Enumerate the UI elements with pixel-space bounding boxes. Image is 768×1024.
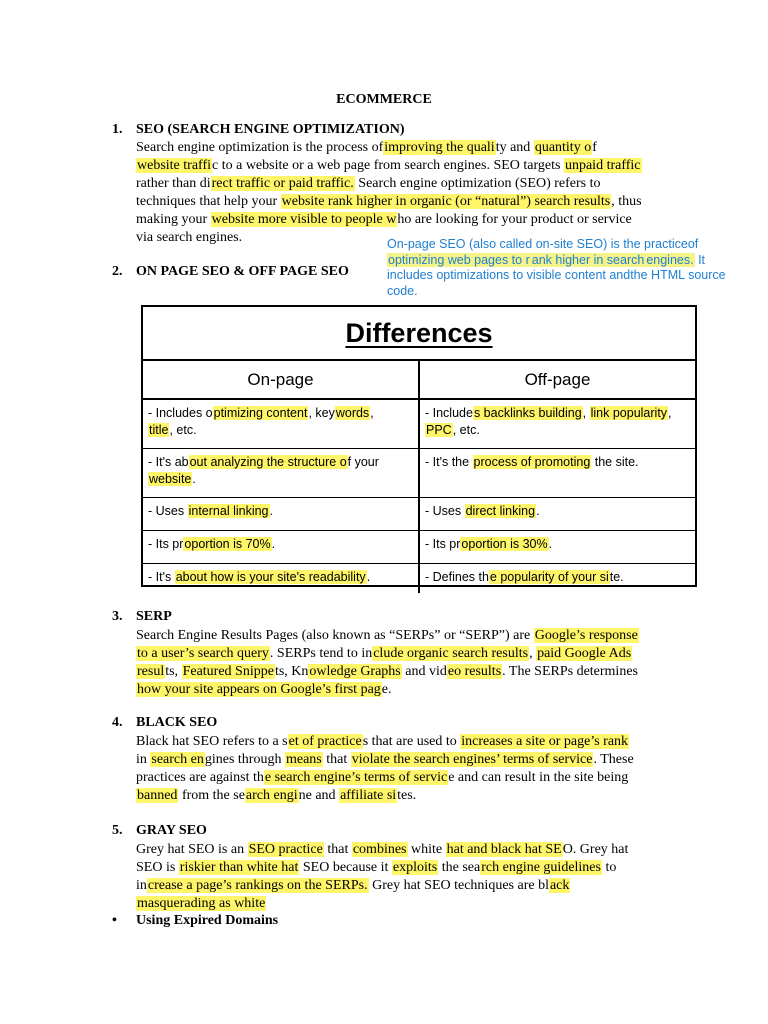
table-title-row (143, 307, 695, 361)
highlighted-text: riskier than white hat (179, 860, 299, 875)
text-run: . (366, 570, 371, 584)
text-run: in (136, 878, 147, 893)
highlighted-text: e popularity of your si (489, 570, 609, 584)
highlighted-text: s backlinks building (473, 406, 582, 420)
text-run: O. Grey hat (562, 842, 629, 857)
highlighted-text: about how is your site's readability (175, 570, 366, 584)
highlighted-text: website (149, 472, 192, 486)
text-run: e. (381, 682, 392, 697)
text-run: Grey hat SEO is an (136, 842, 248, 857)
highlighted-text: optimizing web pages to r (388, 252, 530, 267)
text-line (136, 663, 639, 681)
highlighted-text: oportion is 70% (184, 537, 271, 551)
bullet-text: Using Expired Domains (136, 913, 279, 928)
table-row (143, 498, 695, 531)
text-run: , etc. (169, 423, 197, 437)
text-run: ne and (298, 788, 340, 803)
text-run: Black hat SEO refers to a s (136, 734, 288, 749)
highlighted-text: link popularity (590, 406, 668, 420)
text-run: , (668, 406, 672, 420)
highlighted-text: paid Google Ads (537, 646, 632, 661)
section-title: BLACK SEO (136, 715, 218, 730)
text-run: Search Engine Results Pages (also known as “SERPs” or “SERP”) are (136, 628, 534, 643)
text-run: , (370, 406, 374, 420)
highlighted-text: ack (549, 878, 570, 893)
text-line (136, 769, 634, 787)
section-black-heading (112, 715, 217, 731)
highlighted-text: words (335, 406, 370, 420)
text-line (136, 733, 634, 751)
text-line (136, 211, 642, 229)
bullet-symbol: • (112, 913, 117, 928)
highlighted-text: violate the search engines’ terms of service (351, 752, 593, 767)
text-run: e and can result in the site being (448, 770, 629, 785)
text-line (136, 175, 642, 193)
section-number: 2. (112, 264, 123, 279)
text-run: Search engine optimization (SEO) refers to (354, 176, 601, 191)
onpage-note (387, 237, 727, 299)
highlighted-text: SEO practice (248, 842, 323, 857)
table-cell-onpage (143, 449, 420, 497)
text-line (136, 645, 639, 663)
text-run: - Uses (425, 504, 465, 518)
section-number: 3. (112, 609, 123, 624)
text-run: . SERPs tend to in (269, 646, 373, 661)
text-run: from the se (178, 788, 245, 803)
gray-paragraph (136, 841, 628, 913)
text-run: of (687, 237, 699, 251)
highlighted-text: website rank higher in organic (or “natural”) search results (281, 194, 611, 209)
serp-paragraph (136, 627, 639, 699)
highlighted-text: e search engine’s terms of servic (264, 770, 448, 785)
text-run: f (592, 140, 597, 155)
highlighted-text: how your site appears on Google’s first pag (137, 682, 381, 697)
text-line (136, 895, 628, 913)
text-line (136, 157, 642, 175)
text-line (136, 627, 639, 645)
text-line (136, 681, 639, 699)
text-run: , (529, 646, 537, 661)
text-run: SEO is (136, 860, 179, 875)
text-run: . The SERPs determines (502, 664, 638, 679)
section-gray-heading (112, 823, 207, 839)
table-cell-offpage (420, 531, 695, 563)
document-title: ECOMMERCE (336, 92, 432, 107)
highlighted-text: owledge Graphs (309, 664, 401, 679)
text-run: . (269, 504, 273, 518)
text-line (136, 877, 628, 895)
text-run: - Uses (148, 504, 188, 518)
text-run: - Its pr (148, 537, 184, 551)
text-run: - It's ab (148, 455, 189, 469)
highlighted-text: website more visible to people w (211, 212, 397, 227)
text-run: - It's the (425, 455, 473, 469)
text-run: the site. (591, 455, 639, 469)
table-cell-onpage (143, 531, 420, 563)
text-run: to (601, 860, 617, 875)
highlighted-text: engines. (646, 252, 694, 267)
highlighted-text: process of promoting (473, 455, 591, 469)
table-row (143, 400, 695, 449)
text-run: the sea (438, 860, 481, 875)
highlighted-text: oportion is 30% (461, 537, 548, 551)
text-run: . (192, 472, 196, 486)
text-run: Grey hat SEO techniques are bl (368, 878, 549, 893)
highlighted-text: title (149, 423, 169, 437)
text-run: - Includes o (148, 406, 213, 420)
section-number: 1. (112, 122, 123, 137)
table-row (143, 531, 695, 564)
table-row (143, 564, 695, 593)
highlighted-text: out analyzing the structure o (189, 455, 347, 469)
highlighted-text: website traffi (137, 158, 211, 173)
text-run: making your (136, 212, 211, 227)
text-run: SEO because it (299, 860, 392, 875)
highlighted-text: resul (137, 664, 165, 679)
text-run: techniques that help your (136, 194, 281, 209)
text-run: white (407, 842, 446, 857)
section-title: SEO (SEARCH ENGINE OPTIMIZATION) (136, 122, 405, 137)
section-seo-heading (112, 122, 405, 138)
highlighted-text: means (285, 752, 322, 767)
text-run: gines through (204, 752, 285, 767)
text-run: practices are against th (136, 770, 264, 785)
text-run: f your (347, 455, 379, 469)
highlighted-text: quantity o (534, 140, 592, 155)
text-run: tes. (397, 788, 417, 803)
section-title: SERP (136, 609, 172, 624)
black-paragraph (136, 733, 634, 805)
table-cell-offpage (420, 400, 695, 448)
section-number: 4. (112, 715, 123, 730)
highlighted-text: combines (352, 842, 407, 857)
text-run: ty and (495, 140, 534, 155)
text-run: . (536, 504, 540, 518)
text-run: ts, (165, 664, 182, 679)
text-line (136, 841, 628, 859)
text-line (136, 751, 634, 769)
text-run: in (136, 752, 151, 767)
highlighted-text: exploits (392, 860, 438, 875)
text-line (136, 859, 628, 877)
text-run: , etc. (452, 423, 480, 437)
section-number: 5. (112, 823, 123, 838)
highlighted-text: et of practice (288, 734, 362, 749)
text-run: , thus (611, 194, 642, 209)
table-cell-offpage (420, 449, 695, 497)
text-run: via search engines. (136, 230, 243, 245)
text-run: the HTML source code. (387, 268, 726, 298)
text-run: - It's (148, 570, 175, 584)
table-row (143, 449, 695, 498)
text-run: c to a website or a web page from search engines. SEO targets (212, 158, 564, 173)
text-line (136, 787, 634, 805)
text-run: - Include (425, 406, 473, 420)
text-run: . (548, 537, 553, 551)
highlighted-text: affiliate si (340, 788, 397, 803)
highlighted-text: clude organic search results (373, 646, 529, 661)
text-line (136, 139, 642, 157)
table-cell-offpage (420, 498, 695, 530)
table-cell-onpage (143, 400, 420, 448)
highlighted-text: banned (137, 788, 178, 803)
table-cell-offpage (420, 564, 695, 593)
text-run: and vid (401, 664, 447, 679)
text-run: On-page SEO (also called on-site SEO) is the practice (387, 237, 688, 251)
highlighted-text: rect traffic or paid traffic. (211, 176, 354, 191)
highlighted-text: masquerading as white (137, 896, 266, 911)
text-run: , (582, 406, 590, 420)
text-run: that (323, 842, 352, 857)
text-run: It includes optimizations to visible content and (387, 252, 706, 282)
highlighted-text: Google’s response (534, 628, 638, 643)
highlighted-text: Featured Snippe (182, 664, 274, 679)
text-run: - Defines th (425, 570, 489, 584)
highlighted-text: improving the quali (384, 140, 495, 155)
bullet-item (112, 913, 278, 929)
differences-table (141, 305, 697, 587)
text-run: te. (609, 570, 624, 584)
highlighted-text: increases a site or page’s rank (461, 734, 629, 749)
highlighted-text: search en (151, 752, 204, 767)
table-header-row (143, 361, 695, 400)
highlighted-text: internal linking (188, 504, 269, 518)
column-header-onpage: On-page (143, 361, 420, 398)
highlighted-text: unpaid traffic (564, 158, 641, 173)
text-run: that (322, 752, 351, 767)
section-onoff-heading (112, 264, 349, 280)
section-title: ON PAGE SEO & OFF PAGE SEO (136, 264, 349, 279)
highlighted-text: rch engine guidelines (481, 860, 601, 875)
highlighted-text: to a user’s search query (137, 646, 269, 661)
text-run: , key (308, 406, 335, 420)
text-run: Search engine optimization is the process of (136, 140, 384, 155)
text-run: - Its pr (425, 537, 461, 551)
highlighted-text: ank higher in search (531, 252, 645, 267)
highlighted-text: direct linking (465, 504, 536, 518)
table-title: Differences (345, 317, 493, 348)
column-header-offpage: Off-page (524, 370, 591, 389)
text-line (136, 193, 642, 211)
highlighted-text: eo results (447, 664, 502, 679)
table-cell-onpage (143, 498, 420, 530)
highlighted-text: arch engi (245, 788, 298, 803)
section-title: GRAY SEO (136, 823, 207, 838)
highlighted-text: hat and black hat SE (446, 842, 562, 857)
text-run: . These (593, 752, 634, 767)
text-run: ho are looking for your product or service (397, 212, 632, 227)
highlighted-text: ptimizing content (213, 406, 308, 420)
highlighted-text: crease a page’s rankings on the SERPs. (147, 878, 368, 893)
text-run: s that are used to (362, 734, 461, 749)
section-serp-heading (112, 609, 172, 625)
text-run: . (271, 537, 276, 551)
text-line (387, 237, 688, 251)
seo-paragraph (136, 139, 642, 247)
table-cell-onpage (143, 564, 420, 593)
highlighted-text: PPC (426, 423, 452, 437)
text-run: rather than di (136, 176, 211, 191)
text-run: ts, Kn (274, 664, 309, 679)
